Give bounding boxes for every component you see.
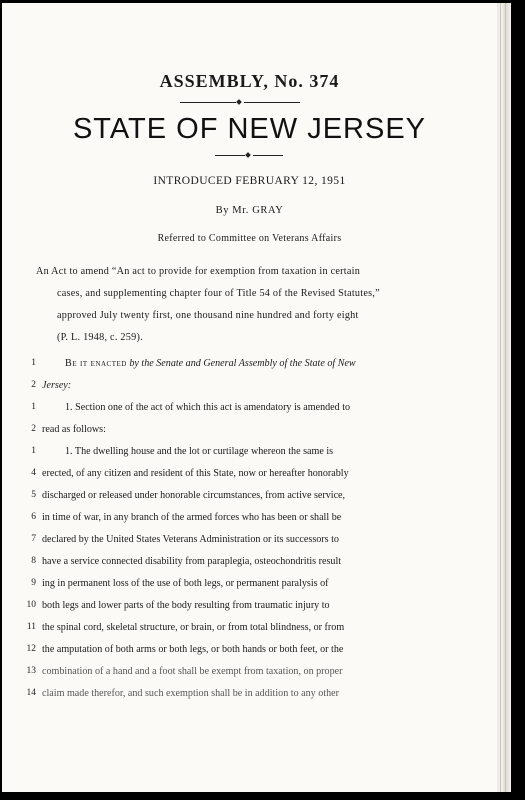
act-title-line: approved July twenty first, one thousand nine hundred and forty eight: [57, 310, 359, 321]
line-number: 7: [31, 534, 36, 544]
body-line: in time of war, in any branch of the armed forces who has been or shall be: [42, 512, 342, 523]
document-page: [2, 3, 497, 792]
ornament-diamond-2: [245, 152, 251, 158]
line-number: 1: [31, 402, 36, 412]
body-line: [65, 358, 356, 369]
body-line: 1. Section one of the act of which this act is amendatory is amended to: [65, 402, 351, 413]
body-line: read as follows:: [42, 424, 106, 435]
body-line: ing in permanent loss of the use of both legs, or permanent paralysis of: [42, 578, 329, 589]
ornament-rule-right-2: [253, 155, 283, 156]
line-number: 1: [31, 446, 36, 456]
act-title-line: cases, and supplementing chapter four of Title 54 of the Revised Statutes,”: [57, 288, 380, 299]
body-line: erected, of any citizen and resident of this State, now or hereafter honorably: [42, 468, 349, 479]
introduced-date: INTRODUCED FEBRUARY 12, 1951: [153, 175, 346, 187]
line-number: 14: [26, 688, 36, 698]
act-title-line: (P. L. 1948, c. 259).: [57, 332, 143, 343]
body-line: have a service connected disability from paraplegia, osteochondritis result: [42, 556, 342, 567]
body-line: combination of a hand and a foot shall be exempt from taxation, on proper: [42, 666, 343, 677]
body-line: claim made therefor, and such exemption shall be in addition to any other: [42, 688, 339, 699]
line-number: 8: [31, 556, 36, 566]
line-number: 6: [31, 512, 36, 522]
line-number: 9: [31, 578, 36, 588]
state-title: STATE OF NEW JERSEY: [72, 113, 427, 145]
line-number: 2: [31, 424, 36, 434]
enacting-clause-text: by the Senate and General Assembly of the State of New: [126, 358, 356, 369]
body-line: discharged or released under honorable circumstances, from active service,: [42, 490, 346, 501]
body-line: declared by the United States Veterans Administration or its successors to: [42, 534, 339, 545]
ornament-rule-left-2: [215, 155, 245, 156]
page-edge-line: [500, 3, 501, 792]
line-number: 1: [31, 358, 36, 368]
ornament-rule-left: [180, 102, 236, 103]
line-number: 2: [31, 380, 36, 390]
body-line: the spinal cord, skeletal structure, or brain, or from total blindness, or from: [42, 622, 345, 633]
body-line: both legs and lower parts of the body resulting from traumatic injury to: [42, 600, 330, 611]
line-number: 5: [31, 490, 36, 500]
ornament-diamond: [236, 99, 242, 105]
body-line: the amputation of both arms or both legs, or both hands or both feet, or the: [42, 644, 344, 655]
body-line: 1. The dwelling house and the lot or curtilage whereon the same is: [65, 446, 334, 457]
ornament-rule-right: [244, 102, 300, 103]
body-line: [42, 380, 71, 391]
page-edge-line: [505, 3, 506, 792]
line-number: 12: [26, 644, 36, 654]
sponsor-line: By Mr. GRAY: [215, 205, 284, 216]
bill-number-heading: ASSEMBLY, No. 374: [159, 71, 340, 91]
line-number: 10: [26, 600, 36, 610]
body-line-text: Jersey:: [42, 380, 72, 391]
enacting-clause-lead: Be it enacted: [65, 358, 127, 369]
committee-referral: Referred to Committee on Veterans Affairs: [157, 233, 342, 244]
line-number: 13: [26, 666, 36, 676]
act-title-line: An Act to amend “An act to provide for exemption from taxation in certain: [36, 266, 361, 277]
line-number: 11: [26, 622, 36, 632]
line-number: 4: [31, 468, 36, 478]
